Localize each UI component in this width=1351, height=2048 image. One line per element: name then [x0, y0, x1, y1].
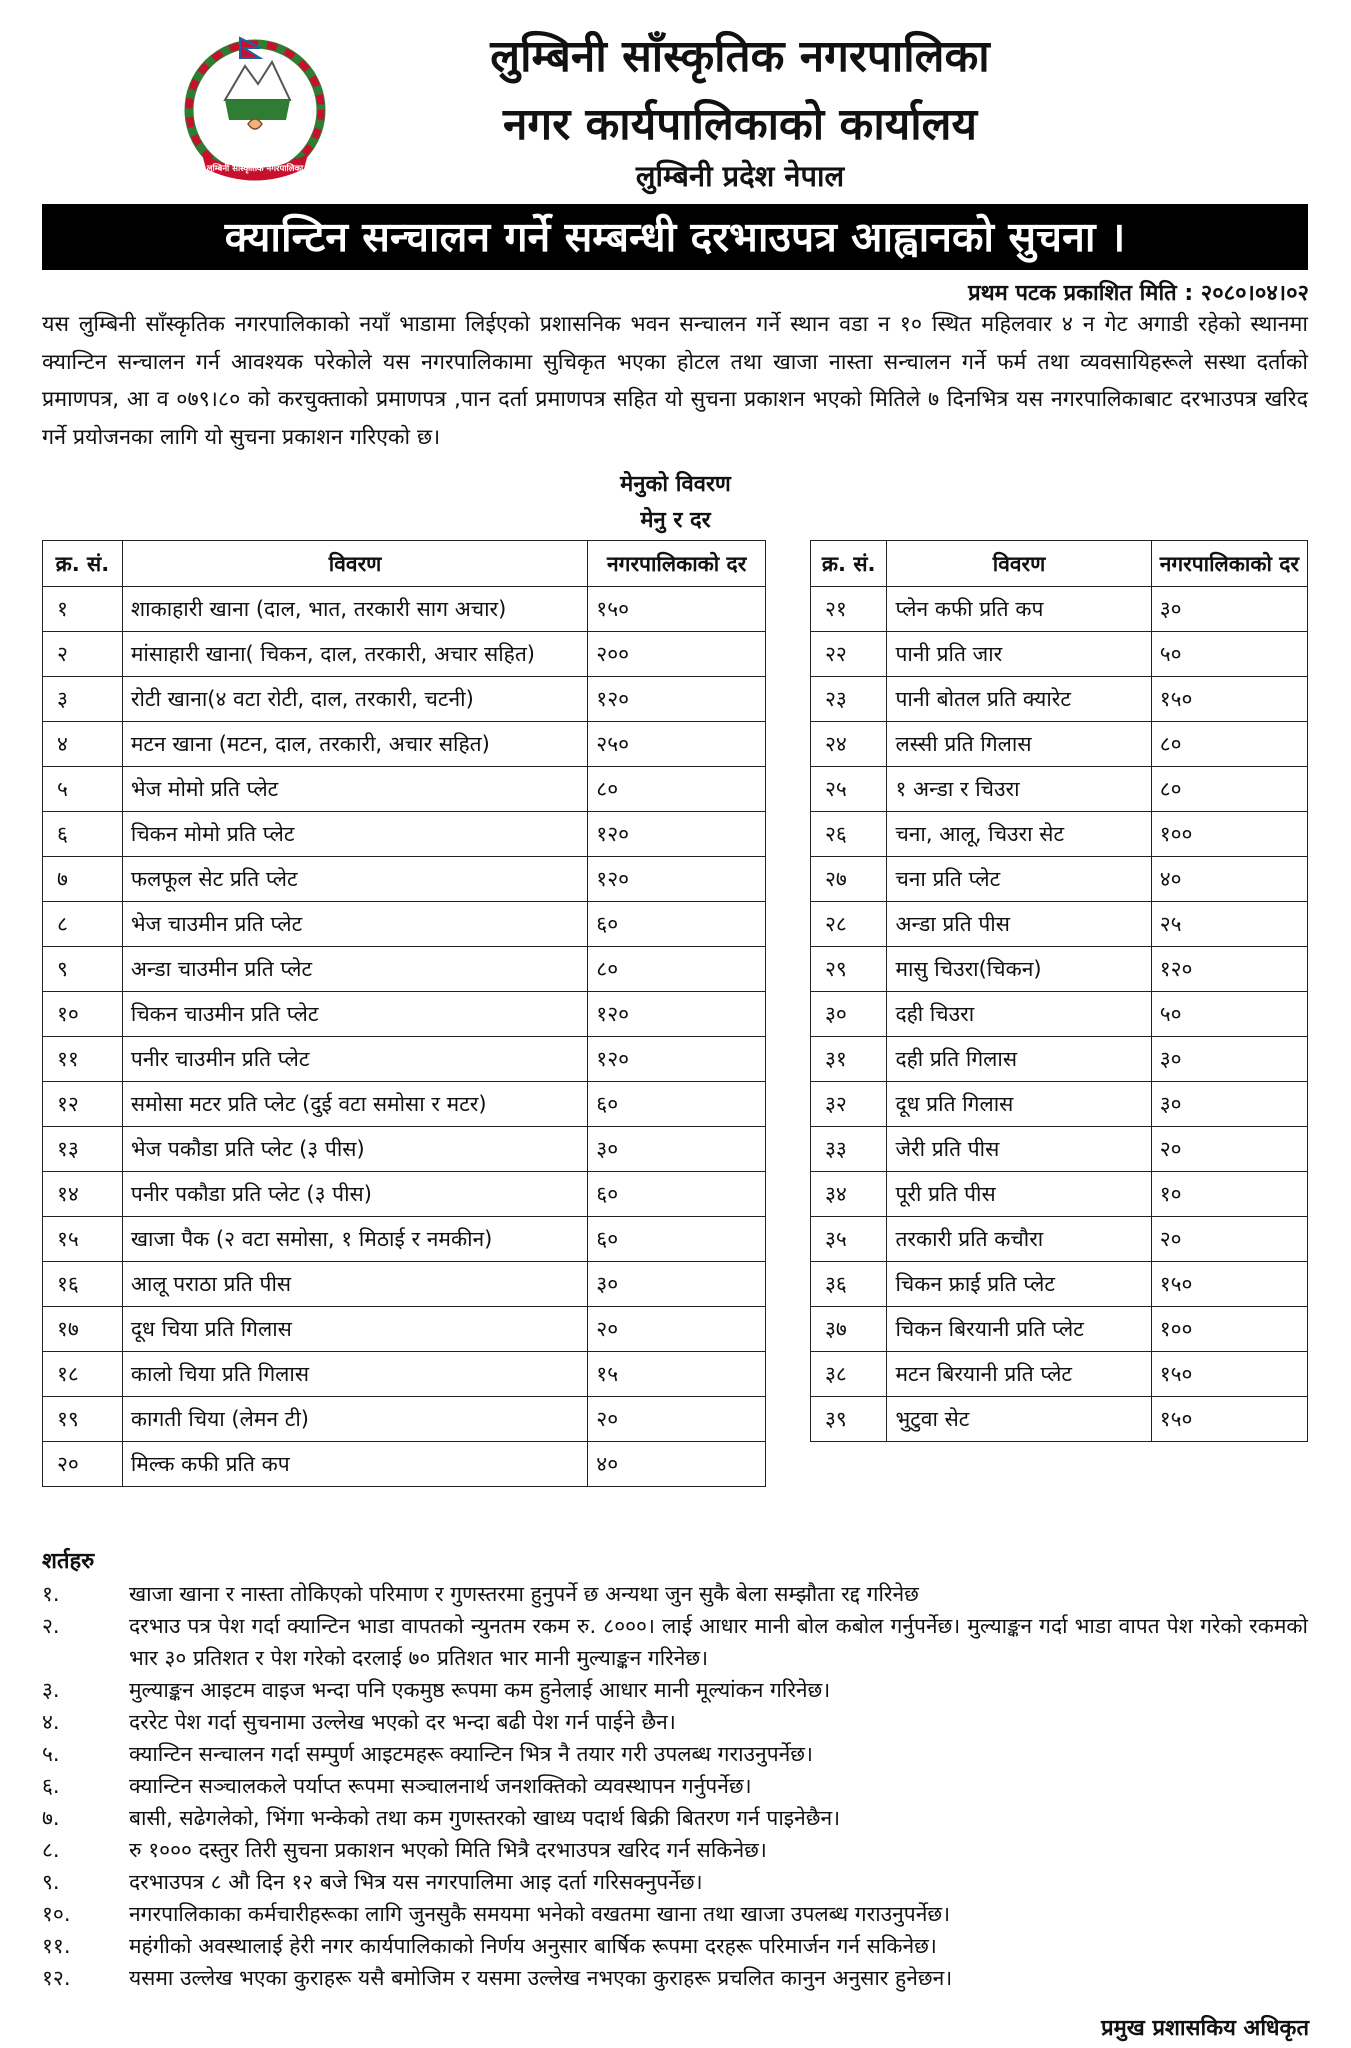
table-row — [811, 677, 1308, 722]
emblem-text: लुम्बिनी सांस्कृतिक नगरपालिका — [206, 164, 304, 174]
cell-item: रोटी खाना(४ वटा रोटी, दाल, तरकारी, चटनी) — [122, 677, 587, 722]
term-item — [42, 1962, 1308, 1994]
cell-sn: ११ — [43, 1037, 123, 1082]
cell-rate: १५० — [1151, 1262, 1307, 1307]
table-row — [811, 857, 1308, 902]
signoff-title: प्रमुख प्रशासकिय अधिकृत — [1101, 2016, 1309, 2041]
cell-item: मटन खाना (मटन, दाल, तरकारी, अचार सहित) — [122, 722, 587, 767]
term-text: महंगीको अवस्थालाई हेरी नगर कार्यपालिकाको निर्णय अनुसार बार्षिक रूपमा दरहरू परिमार्जन गर्न सकिनेछ। — [129, 1934, 937, 1958]
cell-rate: १२० — [588, 1037, 766, 1082]
cell-sn: २९ — [811, 947, 887, 992]
table-row — [43, 722, 766, 767]
cell-item: दूध चिया प्रति गिलास — [122, 1307, 587, 1352]
cell-rate: ५० — [1151, 632, 1307, 677]
cell-sn: ९ — [43, 947, 123, 992]
cell-rate: १२० — [588, 812, 766, 857]
cell-rate: १२० — [588, 992, 766, 1037]
cell-sn: ३२ — [811, 1082, 887, 1127]
table-row — [811, 1352, 1308, 1397]
table-row — [43, 902, 766, 947]
municipality-name: लुम्बिनी साँस्कृतिक नगरपालिका — [490, 31, 990, 82]
cell-sn: १२ — [43, 1082, 123, 1127]
table-row — [811, 632, 1308, 677]
menu-subheading: मेनु र दर — [640, 508, 711, 533]
table-row — [811, 1262, 1308, 1307]
province-name: लुम्बिनी प्रदेश नेपाल — [635, 159, 845, 193]
table-header-row — [43, 541, 766, 587]
table-row — [43, 1262, 766, 1307]
cell-item: कालो चिया प्रति गिलास — [122, 1352, 587, 1397]
publication-date: प्रथम पटक प्रकाशित मिति : २०८०।०४।०२ — [968, 281, 1309, 306]
cell-sn: १ — [43, 587, 123, 632]
cell-sn: ३१ — [811, 1037, 887, 1082]
column-header-sn: क्र. सं. — [811, 541, 887, 587]
cell-rate: १२० — [1151, 947, 1307, 992]
table-row — [43, 992, 766, 1037]
cell-item: चिकन चाउमीन प्रति प्लेट — [122, 992, 587, 1037]
table-row — [43, 1307, 766, 1352]
term-text: दरभाउ पत्र पेश गर्दा क्यान्टिन भाडा वापतको न्युनतम रकम रु. ८०००। लाई आधार मानी बोल कबोल गर्नुपर्नेछ। मुल्याङ्कन गर्दा भाडा वापत पेश गरेको रकमको भार ३० प्रतिशत र पेश गरेको दरलाई ७० प्रतिशत भार मानी मुल्याङ्कन गरिनेछ। — [129, 1614, 1308, 1670]
terms-heading: शर्तहरु — [42, 1549, 95, 1574]
term-number: ९. — [42, 1870, 60, 1894]
table-row — [811, 722, 1308, 767]
cell-sn: २७ — [811, 857, 887, 902]
cell-sn: ६ — [43, 812, 123, 857]
cell-item: दही चिउरा — [887, 992, 1151, 1037]
table-row — [43, 1082, 766, 1127]
cell-item: पानी बोतल प्रति क्यारेट — [887, 677, 1151, 722]
cell-rate: १२० — [588, 857, 766, 902]
cell-item: अन्डा प्रति पीस — [887, 902, 1151, 947]
cell-rate: १५० — [1151, 1352, 1307, 1397]
cell-sn: ३५ — [811, 1217, 887, 1262]
term-text: मुल्याङ्कन आइटम वाइज भन्दा पनि एकमुष्ठ रूपमा कम हुनेलाई आधार मानी मूल्यांकन गरिनेछ। — [129, 1678, 831, 1702]
term-text: क्यान्टिन सञ्चालकले पर्याप्त रूपमा सञ्चालनार्थ जनशक्तिको व्यवस्थापन गर्नुपर्नेछ। — [129, 1774, 752, 1798]
cell-item: दूध प्रति गिलास — [887, 1082, 1151, 1127]
cell-item: खाजा पैक (२ वटा समोसा, १ मिठाई र नमकीन) — [122, 1217, 587, 1262]
cell-item: चना प्रति प्लेट — [887, 857, 1151, 902]
term-text: दररेट पेश गर्दा सुचनामा उल्लेख भएको दर भन्दा बढी पेश गर्न पाईने छैन। — [129, 1710, 676, 1734]
term-text: यसमा उल्लेख भएका कुराहरू यसै बमोजिम र यसमा उल्लेख नभएका कुराहरू प्रचलित कानुन अनुसार हुनेछन। — [129, 1966, 953, 1990]
table-row — [43, 812, 766, 857]
term-item — [42, 1770, 1308, 1802]
table-header-row — [811, 541, 1308, 587]
cell-rate: २०० — [588, 632, 766, 677]
intro-paragraph: यस लुम्बिनी साँस्कृतिक नगरपालिकाको नयाँ भाडामा लिईएको प्रशासनिक भवन सन्चालन गर्ने स्थान वडा न १० स्थित महिलवार ४ न गेट अगाडी रहेको स्थानमा क्यान्टिन सन्चालन गर्न आवश्यक परेकोले यस नगरपालिकामा सुचिकृत भएका होटल तथा खाजा नास्ता सन्चालन गर्ने फर्म तथा व्यवसायिहरूले सस्था दर्ताको प्रमाणपत्र, आ व ०७९।८० को करचुक्ताको प्रमाणपत्र ,पान दर्ता प्रमाणपत्र सहित यो सुचना प्रकाशन भएको मितिले ७ दिनभित्र यस नगरपालिकाबाट दरभाउपत्र खरिद गर्ने प्रयोजनका लागि यो सुचना प्रकाशन गरिएको छ। — [42, 312, 1308, 450]
cell-item: मांसाहारी खाना( चिकन, दाल, तरकारी, अचार सहित) — [122, 632, 587, 677]
cell-item: भेज चाउमीन प्रति प्लेट — [122, 902, 587, 947]
cell-sn: १९ — [43, 1397, 123, 1442]
cell-sn: २० — [43, 1442, 123, 1487]
term-number: ७. — [42, 1806, 60, 1830]
table-row — [811, 587, 1308, 632]
cell-rate: ८० — [1151, 722, 1307, 767]
table-row — [811, 1082, 1308, 1127]
table-row — [43, 1217, 766, 1262]
table-row — [43, 1037, 766, 1082]
table-row — [43, 632, 766, 677]
term-item — [42, 1898, 1308, 1930]
table-row — [811, 1127, 1308, 1172]
column-header-sn: क्र. सं. — [43, 541, 123, 587]
cell-item: कागती चिया (लेमन टी) — [122, 1397, 587, 1442]
cell-sn: ७ — [43, 857, 123, 902]
cell-item: पनीर पकौडा प्रति प्लेट (३ पीस) — [122, 1172, 587, 1217]
cell-rate: ४० — [588, 1442, 766, 1487]
column-header-description: विवरण — [122, 541, 587, 587]
table-row — [43, 1397, 766, 1442]
cell-item: समोसा मटर प्रति प्लेट (दुई वटा समोसा र मटर) — [122, 1082, 587, 1127]
cell-sn: १५ — [43, 1217, 123, 1262]
office-name: नगर कार्यपालिकाको कार्यालय — [503, 99, 977, 150]
term-item — [42, 1802, 1308, 1834]
cell-sn: ३० — [811, 992, 887, 1037]
term-number: १२. — [42, 1966, 71, 1990]
cell-sn: ३३ — [811, 1127, 887, 1172]
cell-item: अन्डा चाउमीन प्रति प्लेट — [122, 947, 587, 992]
cell-sn: २५ — [811, 767, 887, 812]
cell-rate: १०० — [1151, 1307, 1307, 1352]
table-row — [811, 1217, 1308, 1262]
table-row — [43, 677, 766, 722]
cell-rate: १० — [1151, 1172, 1307, 1217]
table-row — [811, 902, 1308, 947]
term-text: दरभाउपत्र ८ औ दिन १२ बजे भित्र यस नगरपालिमा आइ दर्ता गरिसक्नुपर्नेछ। — [129, 1870, 703, 1894]
cell-item: चिकन फ्राई प्रति प्लेट — [887, 1262, 1151, 1307]
menu-heading: मेनुको विवरण — [620, 472, 731, 497]
cell-sn: १३ — [43, 1127, 123, 1172]
cell-item: मिल्क कफी प्रति कप — [122, 1442, 587, 1487]
table-row — [811, 1397, 1308, 1442]
notice-heading: क्यान्टिन सन्चालन गर्ने सम्बन्धी दरभाउपत्र आह्वानको सुचना । — [42, 204, 1308, 270]
table-row — [811, 1172, 1308, 1217]
cell-rate: १५० — [1151, 677, 1307, 722]
cell-item: १ अन्डा र चिउरा — [887, 767, 1151, 812]
header — [0, 0, 1351, 200]
cell-rate: ३० — [1151, 1037, 1307, 1082]
menu-table-right — [810, 540, 1308, 1442]
cell-sn: २१ — [811, 587, 887, 632]
cell-rate: ६० — [588, 1082, 766, 1127]
cell-rate: २५ — [1151, 902, 1307, 947]
cell-sn: २२ — [811, 632, 887, 677]
cell-rate: २५० — [588, 722, 766, 767]
term-text: नगरपालिकाका कर्मचारीहरूका लागि जुनसुकै समयमा भनेको वखतमा खाना तथा खाजा उपलब्ध गराउनुपर्नेछ। — [129, 1902, 951, 1926]
cell-item: मासु चिउरा(चिकन) — [887, 947, 1151, 992]
cell-sn: ३४ — [811, 1172, 887, 1217]
terms-list — [42, 1578, 1308, 1994]
term-number: १०. — [42, 1902, 71, 1926]
cell-rate: ८० — [588, 767, 766, 812]
term-text: क्यान्टिन सन्चालन गर्दा सम्पुर्ण आइटमहरू क्यान्टिन भित्र नै तयार गरी उपलब्ध गराउनुपर्नेछ। — [129, 1742, 813, 1766]
cell-sn: ८ — [43, 902, 123, 947]
cell-rate: ३० — [1151, 1082, 1307, 1127]
table-row — [43, 1127, 766, 1172]
term-text: रु १००० दस्तुर तिरी सुचना प्रकाशन भएको मिति भित्रै दरभाउपत्र खरिद गर्न सकिनेछ। — [129, 1838, 767, 1862]
cell-item: दही प्रति गिलास — [887, 1037, 1151, 1082]
cell-rate: २० — [1151, 1127, 1307, 1172]
table-row — [43, 947, 766, 992]
cell-rate: १५ — [588, 1352, 766, 1397]
cell-item: भेज मोमो प्रति प्लेट — [122, 767, 587, 812]
table-row — [811, 1037, 1308, 1082]
cell-item: भुटुवा सेट — [887, 1397, 1151, 1442]
cell-rate: ८० — [588, 947, 766, 992]
menu-table-left — [42, 540, 766, 1487]
cell-rate: २० — [1151, 1217, 1307, 1262]
cell-sn: २४ — [811, 722, 887, 767]
term-item — [42, 1738, 1308, 1770]
nepal-government-emblem-icon — [170, 26, 340, 186]
table-row — [43, 1442, 766, 1487]
cell-sn: २ — [43, 632, 123, 677]
term-number: ४. — [42, 1710, 60, 1734]
table-row — [43, 857, 766, 902]
table-row — [811, 947, 1308, 992]
term-item — [42, 1610, 1308, 1674]
term-item — [42, 1578, 1308, 1610]
table-row — [43, 1352, 766, 1397]
cell-sn: १७ — [43, 1307, 123, 1352]
cell-sn: २६ — [811, 812, 887, 857]
cell-item: चिकन बिरयानी प्रति प्लेट — [887, 1307, 1151, 1352]
table-row — [811, 992, 1308, 1037]
term-number: ११. — [42, 1934, 71, 1958]
term-text: खाजा खाना र नास्ता तोकिएको परिमाण र गुणस्तरमा हुनुपर्ने छ अन्यथा जुन सुकै बेला सम्झौता रद्द गरिनेछ — [129, 1582, 919, 1606]
cell-rate: १५० — [1151, 1397, 1307, 1442]
table-row — [43, 1172, 766, 1217]
cell-item: पनीर चाउमीन प्रति प्लेट — [122, 1037, 587, 1082]
table-row — [43, 587, 766, 632]
table-row — [43, 767, 766, 812]
term-item — [42, 1674, 1308, 1706]
cell-rate: १०० — [1151, 812, 1307, 857]
cell-rate: २० — [588, 1397, 766, 1442]
cell-rate: १२० — [588, 677, 766, 722]
cell-sn: ३६ — [811, 1262, 887, 1307]
cell-rate: ३० — [588, 1127, 766, 1172]
cell-rate: २० — [588, 1307, 766, 1352]
cell-item: तरकारी प्रति कचौरा — [887, 1217, 1151, 1262]
term-number: १. — [42, 1582, 60, 1606]
cell-sn: १० — [43, 992, 123, 1037]
table-row — [811, 767, 1308, 812]
cell-sn: १८ — [43, 1352, 123, 1397]
column-header-rate: नगरपालिकाको दर — [588, 541, 766, 587]
cell-item: जेरी प्रति पीस — [887, 1127, 1151, 1172]
cell-item: पानी प्रति जार — [887, 632, 1151, 677]
table-row — [811, 1307, 1308, 1352]
table-row — [811, 812, 1308, 857]
cell-rate: ६० — [588, 902, 766, 947]
cell-sn: ४ — [43, 722, 123, 767]
cell-item: भेज पकौडा प्रति प्लेट (३ पीस) — [122, 1127, 587, 1172]
cell-rate: ८० — [1151, 767, 1307, 812]
cell-item: फलफूल सेट प्रति प्लेट — [122, 857, 587, 902]
cell-sn: ५ — [43, 767, 123, 812]
cell-item: लस्सी प्रति गिलास — [887, 722, 1151, 767]
cell-item: शाकाहारी खाना (दाल, भात, तरकारी साग अचार) — [122, 587, 587, 632]
cell-rate: १५० — [588, 587, 766, 632]
term-number: ८. — [42, 1838, 60, 1862]
term-item — [42, 1930, 1308, 1962]
column-header-description: विवरण — [887, 541, 1151, 587]
cell-sn: ३९ — [811, 1397, 887, 1442]
cell-rate: ३० — [588, 1262, 766, 1307]
cell-sn: १६ — [43, 1262, 123, 1307]
column-header-rate: नगरपालिकाको दर — [1151, 541, 1307, 587]
cell-item: प्लेन कफी प्रति कप — [887, 587, 1151, 632]
cell-item: चिकन मोमो प्रति प्लेट — [122, 812, 587, 857]
term-number: ३. — [42, 1678, 60, 1702]
term-item — [42, 1706, 1308, 1738]
term-number: ५. — [42, 1742, 60, 1766]
cell-item: मटन बिरयानी प्रति प्लेट — [887, 1352, 1151, 1397]
cell-rate: ६० — [588, 1217, 766, 1262]
cell-rate: ६० — [588, 1172, 766, 1217]
cell-sn: १४ — [43, 1172, 123, 1217]
term-number: ६. — [42, 1774, 60, 1798]
cell-rate: ३० — [1151, 587, 1307, 632]
cell-sn: ३८ — [811, 1352, 887, 1397]
cell-item: आलू पराठा प्रति पीस — [122, 1262, 587, 1307]
cell-rate: ४० — [1151, 857, 1307, 902]
cell-sn: २८ — [811, 902, 887, 947]
cell-sn: २३ — [811, 677, 887, 722]
cell-sn: ३ — [43, 677, 123, 722]
cell-rate: ५० — [1151, 992, 1307, 1037]
cell-sn: ३७ — [811, 1307, 887, 1352]
term-item — [42, 1834, 1308, 1866]
term-text: बासी, सढेगलेको, भिंगा भन्केको तथा कम गुणस्तरको खाध्य पदार्थ बिक्री बितरण गर्न पाइनेछैन। — [129, 1806, 841, 1830]
cell-item: चना, आलू, चिउरा सेट — [887, 812, 1151, 857]
term-item — [42, 1866, 1308, 1898]
term-number: २. — [42, 1614, 60, 1638]
cell-item: पूरी प्रति पीस — [887, 1172, 1151, 1217]
